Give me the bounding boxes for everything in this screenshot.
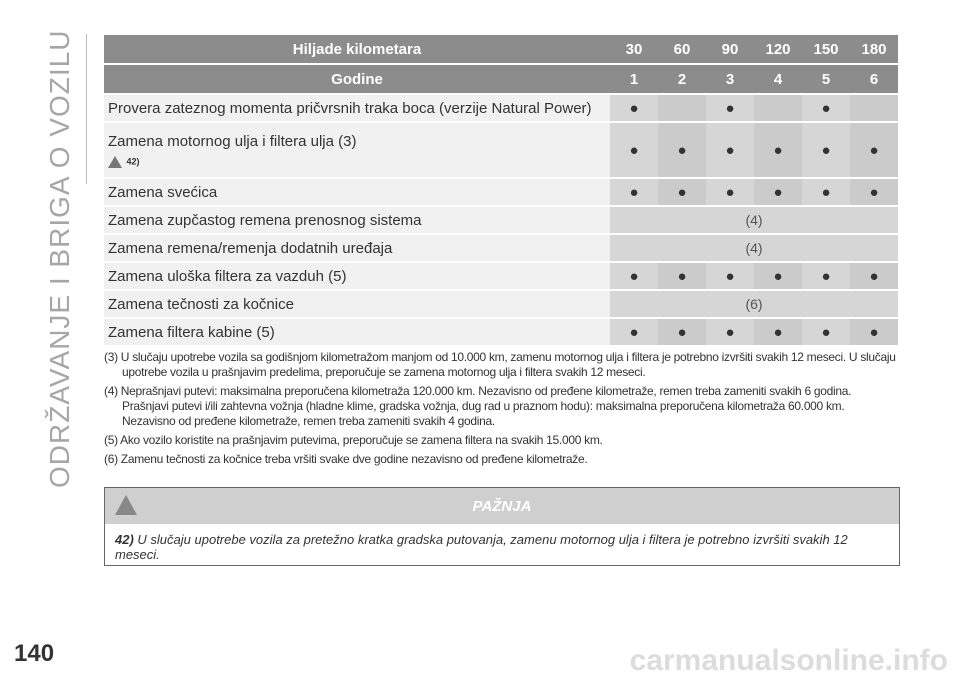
row-cell: ●	[802, 122, 850, 178]
row-cell: ●	[850, 122, 898, 178]
row-cell: ●	[610, 122, 658, 178]
header-year-label: Godine	[104, 64, 610, 94]
warning-ref: 42)	[115, 532, 134, 547]
header-year-value: 6	[850, 64, 898, 94]
warning-box	[104, 487, 900, 566]
row-cell: ●	[658, 178, 706, 206]
row-cell: ●	[610, 318, 658, 346]
header-year-value: 4	[754, 64, 802, 94]
header-km-row	[104, 35, 898, 64]
table-row	[104, 122, 898, 178]
row-cell: ●	[610, 94, 658, 122]
row-span-note: (6)	[610, 290, 898, 318]
row-cell: ●	[706, 262, 754, 290]
row-cell: ●	[802, 178, 850, 206]
table-row	[104, 94, 898, 122]
row-cell: ●	[802, 94, 850, 122]
page-number: 140	[14, 640, 55, 667]
row-label: Zamena svećica	[104, 178, 610, 206]
row-cell	[850, 94, 898, 122]
row-cell: ●	[610, 178, 658, 206]
row-label: Zamena filtera kabine (5)	[104, 318, 610, 346]
row-cell: ●	[754, 178, 802, 206]
row-span-note: (4)	[610, 234, 898, 262]
row-label: Zamena motornog ulja i filtera ulja (3)	[108, 132, 357, 150]
footnote: (4) Neprašnjavi putevi: maksimalna preporučena kilometraža 120.000 km. Nezavisno od pređene kilometraže, remen treba zameniti svakih 6 godina. Prašnjavi putevi i/ili zahtevna vožnja (hladne klime, gradska vožnja, dug rad u praznom hodu): maksimalna preporučena kilometraža 60.000 km. Nezavisno od pređene kilometraže, remen treba zameniti svakih 4 godina.	[104, 384, 852, 428]
watermark: carmanualsonline.info	[629, 644, 948, 677]
table-row	[104, 234, 898, 262]
row-label: Zamena remena/remenja dodatnih uređaja	[104, 234, 610, 262]
row-cell: ●	[754, 318, 802, 346]
header-km-value: 90	[706, 35, 754, 64]
warning-ref: 42)	[126, 155, 140, 166]
row-cell: ●	[658, 318, 706, 346]
row-label: Provera zateznog momenta pričvrsnih traka boca (verzije Natural Power)	[104, 94, 610, 122]
row-cell	[754, 94, 802, 122]
header-km-value: 30	[610, 35, 658, 64]
warning-box-header	[105, 488, 899, 524]
row-cell: ●	[850, 318, 898, 346]
warning-triangle-icon	[108, 156, 122, 168]
footnotes	[104, 350, 898, 471]
row-cell: ●	[610, 262, 658, 290]
header-year-value: 2	[658, 64, 706, 94]
header-year-value: 3	[706, 64, 754, 94]
side-rule	[86, 34, 87, 184]
row-label: Zamena uloška filtera za vazduh (5)	[104, 262, 610, 290]
row-cell: ●	[706, 318, 754, 346]
table-row	[104, 290, 898, 318]
warning-ref-line	[108, 156, 610, 168]
row-cell: ●	[850, 262, 898, 290]
row-cell: ●	[706, 178, 754, 206]
header-year-value: 5	[802, 64, 850, 94]
row-cell: ●	[802, 318, 850, 346]
header-km-value: 150	[802, 35, 850, 64]
table-row	[104, 178, 898, 206]
maintenance-schedule-table	[104, 35, 898, 347]
footnote: (5) Ako vozilo koristite na prašnjavim putevima, preporučuje se zamena filtera na svakih 15.000 km.	[104, 433, 603, 447]
footnote: (3) U slučaju upotrebe vozila sa godišnjom kilometražom manjom od 10.000 km, zamenu motornog ulja i filtera je potrebno izvršiti svakih 12 meseci. U slučaju upotrebe vozila u prašnjavim predelima, preporučuje se zamena motornog ulja i filtera svakih 12 meseci.	[104, 350, 896, 379]
row-cell: ●	[754, 122, 802, 178]
warning-text: U slučaju upotrebe vozila za pretežno kratka gradska putovanja, zamenu motornog ulja i filtera je potrebno izvršiti svakih 12 meseci.	[115, 532, 848, 562]
row-cell: ●	[706, 122, 754, 178]
header-km-value: 120	[754, 35, 802, 64]
footnote: (6) Zamenu tečnosti za kočnice treba vršiti svake dve godine nezavisno od pređene kilometraže.	[104, 452, 588, 466]
header-year-value: 1	[610, 64, 658, 94]
row-cell: ●	[754, 262, 802, 290]
header-year-row	[104, 64, 898, 94]
row-span-note: (4)	[610, 206, 898, 234]
header-km-label: Hiljade kilometara	[104, 35, 610, 64]
row-label-cell	[104, 122, 610, 178]
table-row	[104, 318, 898, 346]
warning-title: PAŽNJA	[472, 498, 532, 515]
warning-body	[105, 524, 899, 570]
header-km-value: 180	[850, 35, 898, 64]
row-cell: ●	[658, 262, 706, 290]
table-row	[104, 262, 898, 290]
row-cell: ●	[850, 178, 898, 206]
row-cell: ●	[706, 94, 754, 122]
section-side-title: ODRŽAVANJE I BRIGA O VOZILU	[44, 30, 75, 489]
row-label: Zamena zupčastog remena prenosnog sistema	[104, 206, 610, 234]
row-cell	[658, 94, 706, 122]
row-cell: ●	[802, 262, 850, 290]
row-cell: ●	[658, 122, 706, 178]
row-label: Zamena tečnosti za kočnice	[104, 290, 610, 318]
table-row	[104, 206, 898, 234]
header-km-value: 60	[658, 35, 706, 64]
